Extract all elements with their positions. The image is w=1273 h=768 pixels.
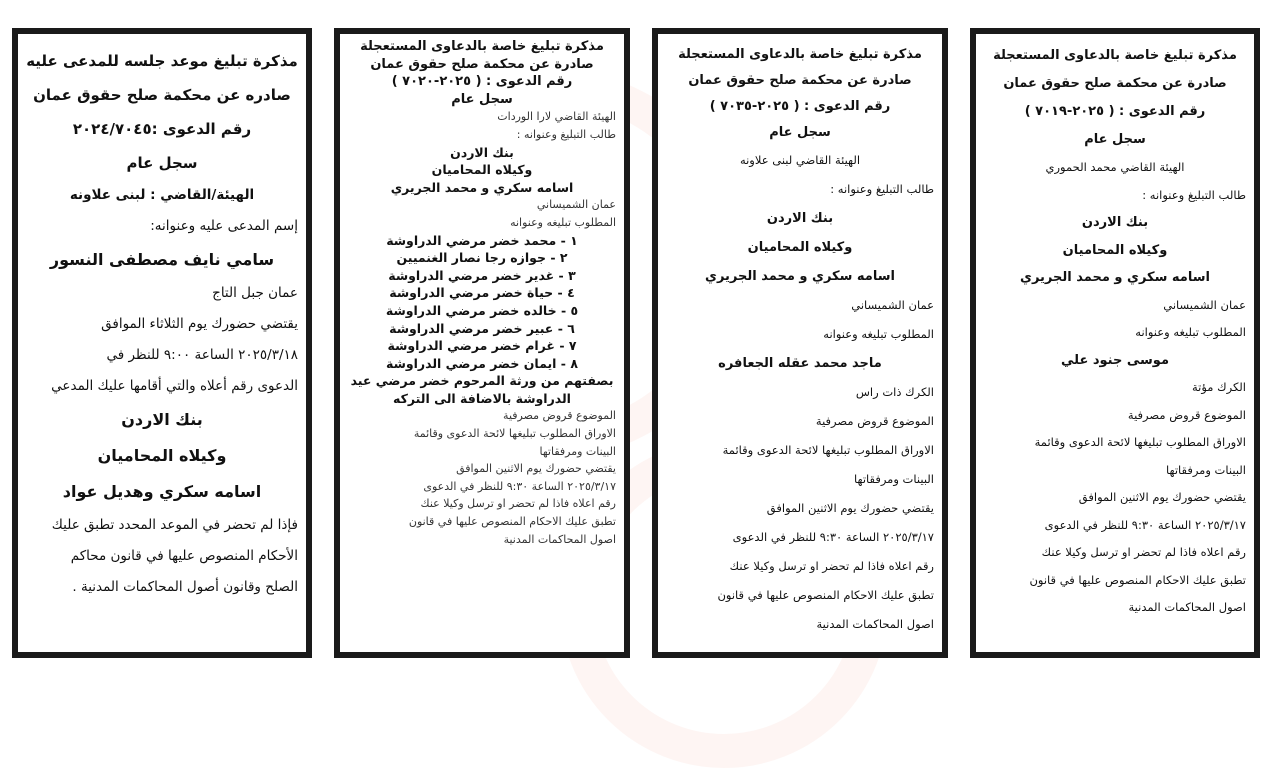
notice-line: سامي نايف مصطفى النسور	[49, 250, 275, 269]
notice-line: بنك الاردن	[1081, 215, 1149, 230]
notice-hearing-date	[12, 28, 312, 658]
notice-line: موسى جنود علي	[1060, 352, 1170, 368]
notice-line: اسامه سكري وهديل عواد	[62, 482, 262, 501]
notice-line: يقتضي حضورك يوم الاثنين الموافق	[766, 501, 934, 515]
notice-line: وكيلاه المحاميان	[1062, 242, 1168, 258]
notice-line: الاوراق المطلوب تبليغها لائحة الدعوى وقائمة	[413, 427, 616, 441]
notice-line: ٢٠٢٥/٣/١٨ الساعة ٩:٠٠ للنظر في	[106, 347, 298, 363]
notice-line: اسامه سكري و محمد الجريري	[1020, 270, 1210, 285]
notice-line: ٢٠٢٥/٣/١٧ الساعة ٩:٣٠ للنظر في الدعوى	[1044, 517, 1246, 532]
notice-line: الهيئة القاضي لارا الوردات	[497, 110, 616, 124]
notice-line: عمان جبل التاج	[212, 285, 298, 301]
notice-line: الموضوع قروض مصرفية	[1127, 407, 1246, 422]
notice-urgent-7035	[652, 28, 948, 658]
notice-line: الدعوى رقم أعلاه والتي أقامها عليك المدعي	[51, 378, 298, 394]
notice-line: الأحكام المنصوص عليها في قانون محاكم	[70, 548, 298, 564]
notice-line: اصول المحاكمات المدنية	[816, 617, 934, 631]
notice-line: يقتضي حضورك يوم الاثنين الموافق	[1078, 490, 1246, 504]
notice-line: رقم اعلاه فاذا لم تحضر او ترسل وكيلا عنك	[1041, 545, 1246, 559]
notice-line: سجل عام	[451, 91, 513, 107]
notice-line: اسامه سكري و محمد الجريري	[390, 179, 574, 195]
notice-line: وكيلاه المحاميان	[747, 240, 853, 255]
notice-line: مذكرة تبليغ خاصة بالدعاوى المستعجلة	[993, 48, 1237, 63]
notice-line: ٨ - ايمان خضر مرضي الدراوشة	[386, 355, 578, 371]
notice-line: بصفتهم من ورثة المرحوم خضر مرضي عيد	[350, 373, 614, 389]
notice-line: صادرة عن محكمة صلح حقوق عمان	[688, 73, 912, 88]
notice-line: بنك الاردن	[121, 410, 203, 429]
notice-line: الدراوشة بالاضافة الى التركه	[393, 390, 571, 406]
notice-line: رقم اعلاه فاذا لم تحضر او ترسل وكيلا عنك	[420, 497, 616, 511]
notice-line: ٦ - عبير خضر مرضي الدراوشة	[389, 320, 575, 336]
notice-line: تطبق عليك الاحكام المنصوص عليها في قانون	[408, 515, 616, 529]
notice-line: الموضوع قروض مصرفية	[503, 409, 616, 423]
notice-line: صادرة عن محكمة صلح حقوق عمان	[370, 56, 594, 72]
notice-line: طالب التبليغ وعنوانه :	[1142, 187, 1246, 202]
notice-line: ٢٠٢٥/٣/١٧ الساعة ٩:٣٠ للنظر في الدعوى	[423, 479, 616, 493]
notice-line: الهيئة القاضي محمد الحموري	[1045, 160, 1185, 174]
notice-line: المطلوب تبليغه وعنوانه	[1135, 325, 1246, 339]
notice-body	[18, 34, 306, 603]
notice-line: المطلوب تبليغه وعنوانه	[823, 327, 934, 341]
notice-line: مذكرة تبليغ خاصة بالدعاوى المستعجلة	[678, 47, 922, 62]
notice-line: تطبق عليك الاحكام المنصوص عليها في قانون	[717, 588, 934, 602]
notice-line: صادرة عن محكمة صلح حقوق عمان	[1003, 76, 1227, 91]
notice-line: مذكرة تبليغ موعد جلسه للمدعى عليه	[26, 52, 298, 70]
notice-line: مذكرة تبليغ خاصة بالدعاوى المستعجلة	[360, 39, 604, 54]
notice-body	[976, 34, 1254, 622]
notice-line: رقم الدعوى : ( ٢٠٢٥-٧٠٣٥ )	[709, 99, 891, 114]
notice-line: يقتضي حضورك يوم الاثنين الموافق	[456, 462, 616, 476]
notice-line: بنك الاردن	[766, 211, 834, 226]
notice-line: الصلح وقانون أصول المحاكمات المدنية .	[72, 579, 298, 595]
notice-urgent-7019	[970, 28, 1260, 658]
notice-line: اصول المحاكمات المدنية	[503, 532, 616, 546]
notice-line: رقم الدعوى : ( ٢٠٢٥-٧٠١٩ )	[1024, 104, 1206, 119]
notice-line: الهيئة/القاضي : لبنى علاونه	[69, 187, 255, 203]
notice-line: ٥ - خالده خضر مرضي الدراوشة	[385, 302, 579, 318]
notice-line: البينات ومرفقاتها	[539, 444, 616, 458]
notice-urgent-7020	[334, 28, 630, 658]
notice-line: المطلوب تبليغه وعنوانه	[510, 215, 616, 229]
notice-line: اسامه سكري و محمد الجريري	[705, 269, 895, 284]
notice-line: ماجد محمد عقله الجعافره	[718, 356, 882, 371]
notice-line: اصول المحاكمات المدنية	[1128, 600, 1246, 614]
notice-line: الموضوع قروض مصرفية	[815, 414, 934, 428]
notice-line: ٧ - غرام خضر مرضي الدراوشة	[387, 338, 577, 354]
notice-line: رقم اعلاه فاذا لم تحضر او ترسل وكيلا عنك	[729, 559, 934, 573]
notice-line: ٣ - غدير خضر مرضي الدراوشة	[388, 267, 576, 283]
notice-line: الهيئة القاضي لبنى علاونه	[739, 153, 861, 167]
notice-body	[658, 34, 942, 639]
notice-line: وكيلاه المحاميان	[431, 162, 533, 178]
notice-line: رقم الدعوى :٢٠٢٤/٧٠٤٥	[72, 120, 252, 138]
notice-line: البينات ومرفقاتها	[1166, 462, 1246, 477]
notice-line: سجل عام	[769, 125, 831, 140]
notice-line: عمان الشميساني	[1163, 297, 1246, 312]
notice-line: الاوراق المطلوب تبليغها لائحة الدعوى وقائمة	[722, 443, 934, 457]
notice-line: طالب التبليغ وعنوانه :	[830, 182, 934, 196]
notice-line: عمان الشميساني	[851, 298, 934, 312]
notice-line: ١ - محمد خضر مرضي الدراوشة	[386, 232, 578, 248]
notice-line: الكرك مؤتة	[1192, 380, 1246, 394]
notice-line: فإذا لم تحضر في الموعد المحدد تطبق عليك	[51, 517, 298, 533]
notice-body	[340, 34, 624, 548]
notice-line: الكرك ذات راس	[855, 385, 934, 399]
notice-line: رقم الدعوى : ( ٢٠٢٥-٧٠٢٠ )	[391, 74, 573, 90]
notice-line: إسم المدعى عليه وعنوانه:	[150, 218, 298, 234]
notice-line: البينات ومرفقاتها	[854, 472, 934, 486]
notice-line: يقتضي حضورك يوم الثلاثاء الموافق	[101, 316, 298, 332]
notice-line: ٢ - جوازه رجا نصار الغنميين	[396, 250, 568, 266]
notice-line: بنك الاردن	[450, 144, 514, 160]
notice-line: سجل عام	[126, 154, 198, 172]
notice-line: طالب التبليغ وعنوانه :	[516, 127, 616, 141]
notice-line: وكيلاه المحاميان	[97, 446, 227, 465]
notice-line: ٤ - حياة خضر مرضي الدراوشة	[389, 285, 575, 301]
notice-line: الاوراق المطلوب تبليغها لائحة الدعوى وقائمة	[1034, 435, 1246, 449]
notice-line: تطبق عليك الاحكام المنصوص عليها في قانون	[1029, 572, 1246, 587]
notice-line: عمان الشميساني	[536, 198, 616, 212]
notice-line: سجل عام	[1084, 132, 1146, 147]
notice-line: صادره عن محكمة صلح حقوق عمان	[33, 86, 291, 104]
notice-line: ٢٠٢٥/٣/١٧ الساعة ٩:٣٠ للنظر في الدعوى	[732, 530, 934, 544]
